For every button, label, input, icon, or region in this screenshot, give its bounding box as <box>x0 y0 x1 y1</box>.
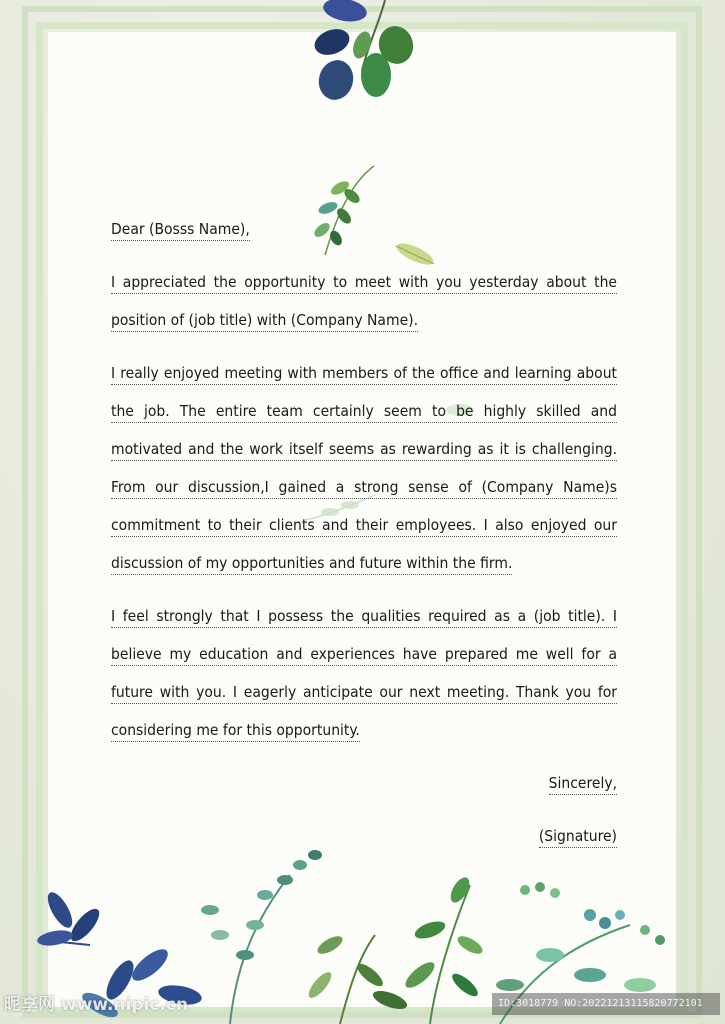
paragraph-line-text: considering me for this opportunity. <box>111 721 360 742</box>
paragraph-line <box>111 544 617 582</box>
paragraph-line <box>111 263 617 301</box>
paragraph-line-text: discussion of my opportunities and future within the firm. <box>111 554 512 575</box>
paragraph-line-text: From our discussion,I gained a strong sense of (Company Name)s <box>111 478 617 499</box>
greeting-line <box>111 210 617 248</box>
closing-line <box>111 764 617 802</box>
signature-line <box>111 817 617 855</box>
paragraph-line-text: I feel strongly that I possess the qualities required as a (job title). I <box>111 607 617 628</box>
top-leaves-illustration <box>300 0 430 110</box>
paragraph-line <box>111 430 617 468</box>
paragraph-line-text: I really enjoyed meeting with members of the office and learning about <box>111 364 617 385</box>
paragraph-line <box>111 392 617 430</box>
paragraph-line-text: motivated and the work itself seems as rewarding as it is challenging. <box>111 440 617 461</box>
watermark-id: ID:3018779 NO:20221213115820772101 <box>492 993 720 1015</box>
closing-text: Sincerely, <box>549 774 617 795</box>
paragraph-line <box>111 506 617 544</box>
signature-text: (Signature) <box>539 827 617 848</box>
paragraph-line <box>111 354 617 392</box>
paragraph-line <box>111 673 617 711</box>
paragraph-line <box>111 301 617 339</box>
greeting-text: Dear (Bosss Name), <box>111 220 250 241</box>
paragraph-line-text: believe my education and experiences have prepared me well for a <box>111 645 617 666</box>
watermark-site: 昵享网 www.nipic.cn <box>4 995 189 1015</box>
paragraph-line-text: position of (job title) with (Company Name). <box>111 311 418 332</box>
paragraph-1 <box>111 263 617 339</box>
paragraph-line-text: commitment to their clients and their employees. I also enjoyed our <box>111 516 617 537</box>
paragraph-line <box>111 635 617 673</box>
paragraph-line-text: the job. The entire team certainly seem to be highly skilled and <box>111 402 617 423</box>
paragraph-line <box>111 597 617 635</box>
paragraph-2 <box>111 354 617 582</box>
letter-body <box>111 210 617 855</box>
paragraph-3 <box>111 597 617 749</box>
paragraph-line-text: future with you. I eagerly anticipate our next meeting. Thank you for <box>111 683 617 704</box>
paragraph-line-text: I appreciated the opportunity to meet with you yesterday about the <box>111 273 617 294</box>
paragraph-line <box>111 711 617 749</box>
paragraph-line <box>111 468 617 506</box>
